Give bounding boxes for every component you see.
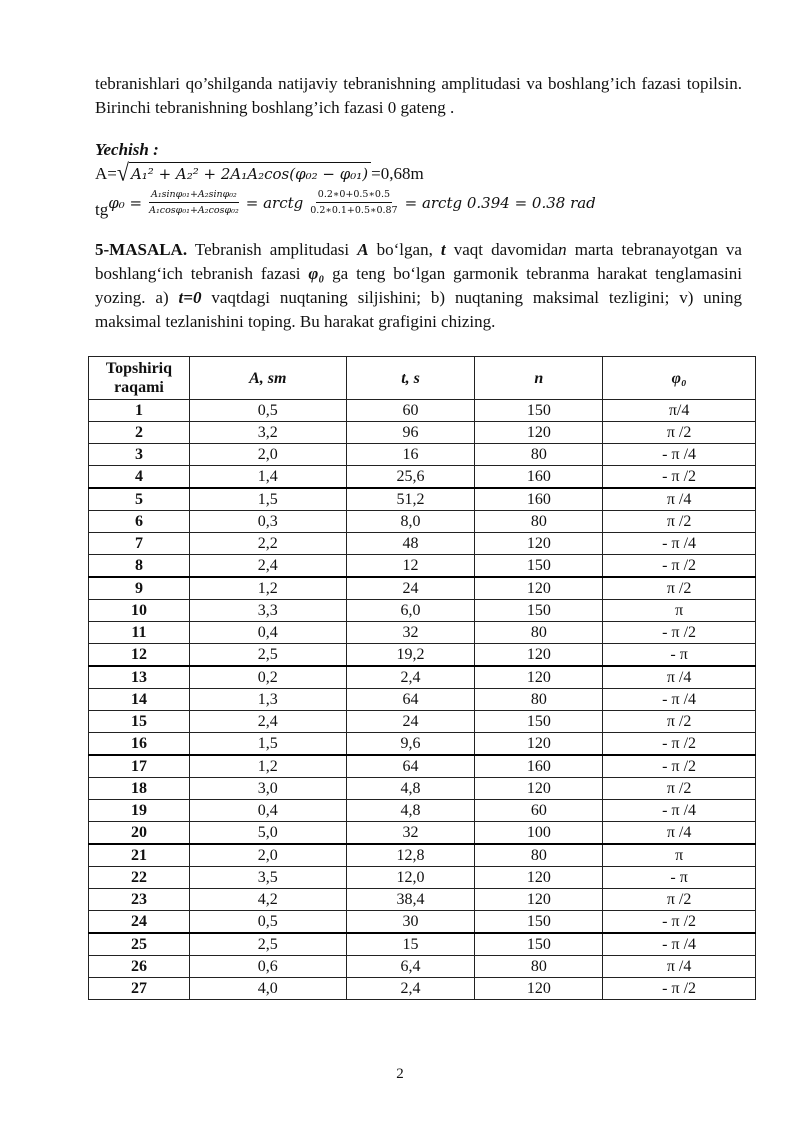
cell-task-number: 17: [89, 755, 190, 778]
cell-count: 120: [475, 733, 603, 756]
cell-amplitude: 2,0: [189, 844, 346, 867]
cell-amplitude: 3,5: [189, 867, 346, 889]
phase-eq1: = arctg: [245, 193, 304, 212]
cell-task-number: 20: [89, 822, 190, 845]
phase-prefix: tg: [95, 200, 109, 219]
cell-amplitude: 0,6: [189, 956, 346, 978]
cell-task-number: 7: [89, 533, 190, 555]
cell-phase: - π /2: [603, 911, 756, 934]
cell-phase: π /2: [603, 511, 756, 533]
cell-time: 9,6: [346, 733, 475, 756]
cell-time: 12,0: [346, 867, 475, 889]
cell-count: 80: [475, 511, 603, 533]
cell-time: 16: [346, 444, 475, 466]
table-row: [89, 778, 756, 800]
amplitude-formula: [95, 158, 742, 187]
cell-phase: - π /2: [603, 555, 756, 578]
cell-count: 80: [475, 622, 603, 644]
cell-count: 150: [475, 933, 603, 956]
table-row: [89, 644, 756, 667]
cell-count: 150: [475, 600, 603, 622]
cell-count: 150: [475, 711, 603, 733]
cell-task-number: 15: [89, 711, 190, 733]
cell-phase: - π /2: [603, 755, 756, 778]
table-row: [89, 933, 756, 956]
problem-text-8: ga teng bo‘lgan garmonik tebranma harakat tenglamasini yozing. a): [95, 264, 743, 307]
cell-task-number: 21: [89, 844, 190, 867]
cell-task-number: 8: [89, 555, 190, 578]
cell-count: 160: [475, 466, 603, 489]
cell-task-number: 1: [89, 400, 190, 422]
cell-time: 6,0: [346, 600, 475, 622]
header-time: t, s: [346, 357, 475, 400]
header-task-number: Topshiriq raqami: [89, 357, 190, 400]
table-row: [89, 822, 756, 845]
table-row: [89, 466, 756, 489]
table-row: [89, 911, 756, 934]
cell-time: 48: [346, 533, 475, 555]
cell-phase: π /4: [603, 956, 756, 978]
fraction-numerator-numeric: 0.2∗0+0.5∗0.5: [316, 189, 392, 203]
cell-phase: - π /2: [603, 978, 756, 1000]
table-row: [89, 533, 756, 555]
cell-task-number: 25: [89, 933, 190, 956]
cell-phase: - π /4: [603, 689, 756, 711]
cell-time: 32: [346, 622, 475, 644]
cell-amplitude: 4,2: [189, 889, 346, 911]
table-row: [89, 600, 756, 622]
cell-time: 64: [346, 755, 475, 778]
cell-task-number: 27: [89, 978, 190, 1000]
cell-amplitude: 2,0: [189, 444, 346, 466]
cell-phase: π /2: [603, 577, 756, 600]
cell-amplitude: 0,4: [189, 622, 346, 644]
cell-count: 150: [475, 400, 603, 422]
problem-text-0: Tebranish amplitudasi: [187, 240, 358, 259]
table-row: [89, 800, 756, 822]
cell-task-number: 10: [89, 600, 190, 622]
cell-time: 12,8: [346, 844, 475, 867]
problem-paragraph: [95, 238, 742, 334]
table-row: [89, 711, 756, 733]
cell-task-number: 16: [89, 733, 190, 756]
cell-task-number: 11: [89, 622, 190, 644]
cell-phase: π /2: [603, 778, 756, 800]
cell-task-number: 18: [89, 778, 190, 800]
fraction-denominator: A₁cosφ₀₁+A₂cosφ₀₂: [149, 205, 239, 216]
cell-time: 51,2: [346, 488, 475, 511]
cell-task-number: 23: [89, 889, 190, 911]
cell-count: 100: [475, 822, 603, 845]
cell-count: 150: [475, 911, 603, 934]
cell-task-number: 6: [89, 511, 190, 533]
cell-amplitude: 2,5: [189, 933, 346, 956]
cell-time: 30: [346, 911, 475, 934]
table-body: [89, 400, 756, 1000]
cell-phase: - π: [603, 644, 756, 667]
cell-time: 64: [346, 689, 475, 711]
cell-time: 4,8: [346, 778, 475, 800]
cell-amplitude: 2,4: [189, 711, 346, 733]
table-row: [89, 488, 756, 511]
phase-formula: [95, 189, 742, 219]
cell-phase: π: [603, 844, 756, 867]
problem-text-4: vaqt davomida: [445, 240, 559, 259]
cell-amplitude: 1,4: [189, 466, 346, 489]
table-row: [89, 689, 756, 711]
cell-count: 120: [475, 778, 603, 800]
table-row: [89, 844, 756, 867]
cell-amplitude: 4,0: [189, 978, 346, 1000]
cell-task-number: 5: [89, 488, 190, 511]
cell-phase: - π /4: [603, 800, 756, 822]
cell-phase: π /2: [603, 889, 756, 911]
cell-count: 120: [475, 533, 603, 555]
cell-time: 4,8: [346, 800, 475, 822]
phase-lhs: φ₀ =: [108, 193, 143, 212]
problem-text-6: marta tebranayotgan va boshlang‘ich tebranish fazasi: [95, 240, 742, 283]
header-phase: φ₀: [603, 357, 756, 400]
cell-amplitude: 3,2: [189, 422, 346, 444]
cell-phase: - π: [603, 867, 756, 889]
intro-paragraph: tebranishlari qo’shilganda natijaviy tebranishning amplitudasi va boshlang’ich fazasi topilsin. Birinchi tebranishning boshlang’ich fazasi 0 gateng .: [95, 74, 742, 117]
cell-count: 120: [475, 666, 603, 689]
cell-time: 24: [346, 577, 475, 600]
cell-time: 32: [346, 822, 475, 845]
problem-var-phi: φ₀: [308, 264, 325, 283]
cell-time: 15: [346, 933, 475, 956]
table-row: [89, 956, 756, 978]
cell-phase: π: [603, 600, 756, 622]
problem-var-t0: t=0: [178, 288, 202, 307]
cell-time: 8,0: [346, 511, 475, 533]
cell-phase: π/4: [603, 400, 756, 422]
header-count: n: [475, 357, 603, 400]
cell-amplitude: 3,3: [189, 600, 346, 622]
problem-var-n: n: [558, 240, 567, 259]
table-row: [89, 577, 756, 600]
cell-time: 96: [346, 422, 475, 444]
phase-fraction-symbolic: [147, 189, 241, 216]
cell-time: 12: [346, 555, 475, 578]
task-table: [88, 356, 756, 1000]
cell-task-number: 19: [89, 800, 190, 822]
header-amplitude: A, sm: [189, 357, 346, 400]
cell-phase: - π /4: [603, 933, 756, 956]
cell-time: 6,4: [346, 956, 475, 978]
cell-phase: π /2: [603, 711, 756, 733]
cell-count: 120: [475, 978, 603, 1000]
cell-time: 38,4: [346, 889, 475, 911]
cell-task-number: 3: [89, 444, 190, 466]
problem-var-a: A: [357, 240, 369, 259]
table-row: [89, 889, 756, 911]
cell-count: 120: [475, 889, 603, 911]
problem-var-t: t: [440, 240, 446, 259]
cell-count: 80: [475, 689, 603, 711]
cell-amplitude: 0,2: [189, 666, 346, 689]
cell-phase: π /4: [603, 488, 756, 511]
cell-phase: - π /2: [603, 622, 756, 644]
solution-heading: Yechish :: [95, 140, 159, 159]
cell-amplitude: 1,3: [189, 689, 346, 711]
cell-amplitude: 0,5: [189, 911, 346, 934]
table-row: [89, 978, 756, 1000]
table-row: [89, 422, 756, 444]
cell-amplitude: 3,0: [189, 778, 346, 800]
cell-count: 120: [475, 867, 603, 889]
cell-amplitude: 0,4: [189, 800, 346, 822]
problem-text-10: vaqtdagi nuqtaning siljishini; b) nuqtaning maksimal tezligini; v) uning maksimal tezlanishini toping. Bu harakat grafigini chizing.: [95, 288, 743, 331]
radicand: A₁² + A₂² + 2A₁A₂cos(φ₀₂ − φ₀₁): [129, 162, 371, 185]
cell-phase: - π /4: [603, 444, 756, 466]
cell-count: 160: [475, 488, 603, 511]
cell-amplitude: 5,0: [189, 822, 346, 845]
cell-amplitude: 2,4: [189, 555, 346, 578]
table-row: [89, 555, 756, 578]
cell-count: 120: [475, 422, 603, 444]
cell-count: 80: [475, 844, 603, 867]
cell-amplitude: 2,5: [189, 644, 346, 667]
table-row: [89, 511, 756, 533]
sqrt-icon: √: [116, 158, 129, 187]
cell-task-number: 26: [89, 956, 190, 978]
table-row: [89, 622, 756, 644]
page-content: [95, 72, 742, 1000]
cell-amplitude: 0,3: [189, 511, 346, 533]
cell-time: 2,4: [346, 666, 475, 689]
phase-fraction-numeric: [308, 189, 399, 216]
table-row: [89, 733, 756, 756]
problem-title: 5-MASALA.: [95, 240, 188, 259]
cell-count: 120: [475, 644, 603, 667]
cell-time: 2,4: [346, 978, 475, 1000]
page-number: 2: [396, 1066, 404, 1082]
cell-amplitude: 1,5: [189, 733, 346, 756]
cell-task-number: 4: [89, 466, 190, 489]
cell-task-number: 22: [89, 867, 190, 889]
cell-phase: π /4: [603, 666, 756, 689]
cell-amplitude: 1,2: [189, 577, 346, 600]
cell-task-number: 12: [89, 644, 190, 667]
table-header-row: [89, 357, 756, 400]
cell-amplitude: 1,2: [189, 755, 346, 778]
sqrt-expression: [116, 158, 371, 187]
table-row: [89, 867, 756, 889]
cell-phase: π /4: [603, 822, 756, 845]
cell-time: 25,6: [346, 466, 475, 489]
fraction-denominator-numeric: 0.2∗0.1+0.5∗0.87: [310, 205, 398, 216]
cell-count: 150: [475, 555, 603, 578]
cell-time: 24: [346, 711, 475, 733]
cell-phase: - π /4: [603, 533, 756, 555]
cell-time: 19,2: [346, 644, 475, 667]
cell-count: 80: [475, 444, 603, 466]
cell-task-number: 9: [89, 577, 190, 600]
cell-count: 120: [475, 577, 603, 600]
table-row: [89, 444, 756, 466]
cell-amplitude: 1,5: [189, 488, 346, 511]
cell-task-number: 13: [89, 666, 190, 689]
cell-phase: π /2: [603, 422, 756, 444]
cell-amplitude: 2,2: [189, 533, 346, 555]
table-row: [89, 666, 756, 689]
cell-phase: - π /2: [603, 733, 756, 756]
problem-text-2: bo‘lgan,: [368, 240, 441, 259]
cell-count: 80: [475, 956, 603, 978]
amplitude-prefix: A=: [95, 163, 117, 183]
cell-task-number: 2: [89, 422, 190, 444]
cell-amplitude: 0,5: [189, 400, 346, 422]
cell-time: 60: [346, 400, 475, 422]
phase-tail: = arctg 0.394 = 0.38 rad: [404, 193, 596, 212]
cell-count: 60: [475, 800, 603, 822]
table-row: [89, 755, 756, 778]
table-row: [89, 400, 756, 422]
cell-count: 160: [475, 755, 603, 778]
cell-phase: - π /2: [603, 466, 756, 489]
amplitude-result: =0,68m: [371, 163, 424, 183]
cell-task-number: 24: [89, 911, 190, 934]
fraction-numerator: A₁sinφ₀₁+A₂sinφ₀₂: [149, 189, 239, 203]
cell-task-number: 14: [89, 689, 190, 711]
